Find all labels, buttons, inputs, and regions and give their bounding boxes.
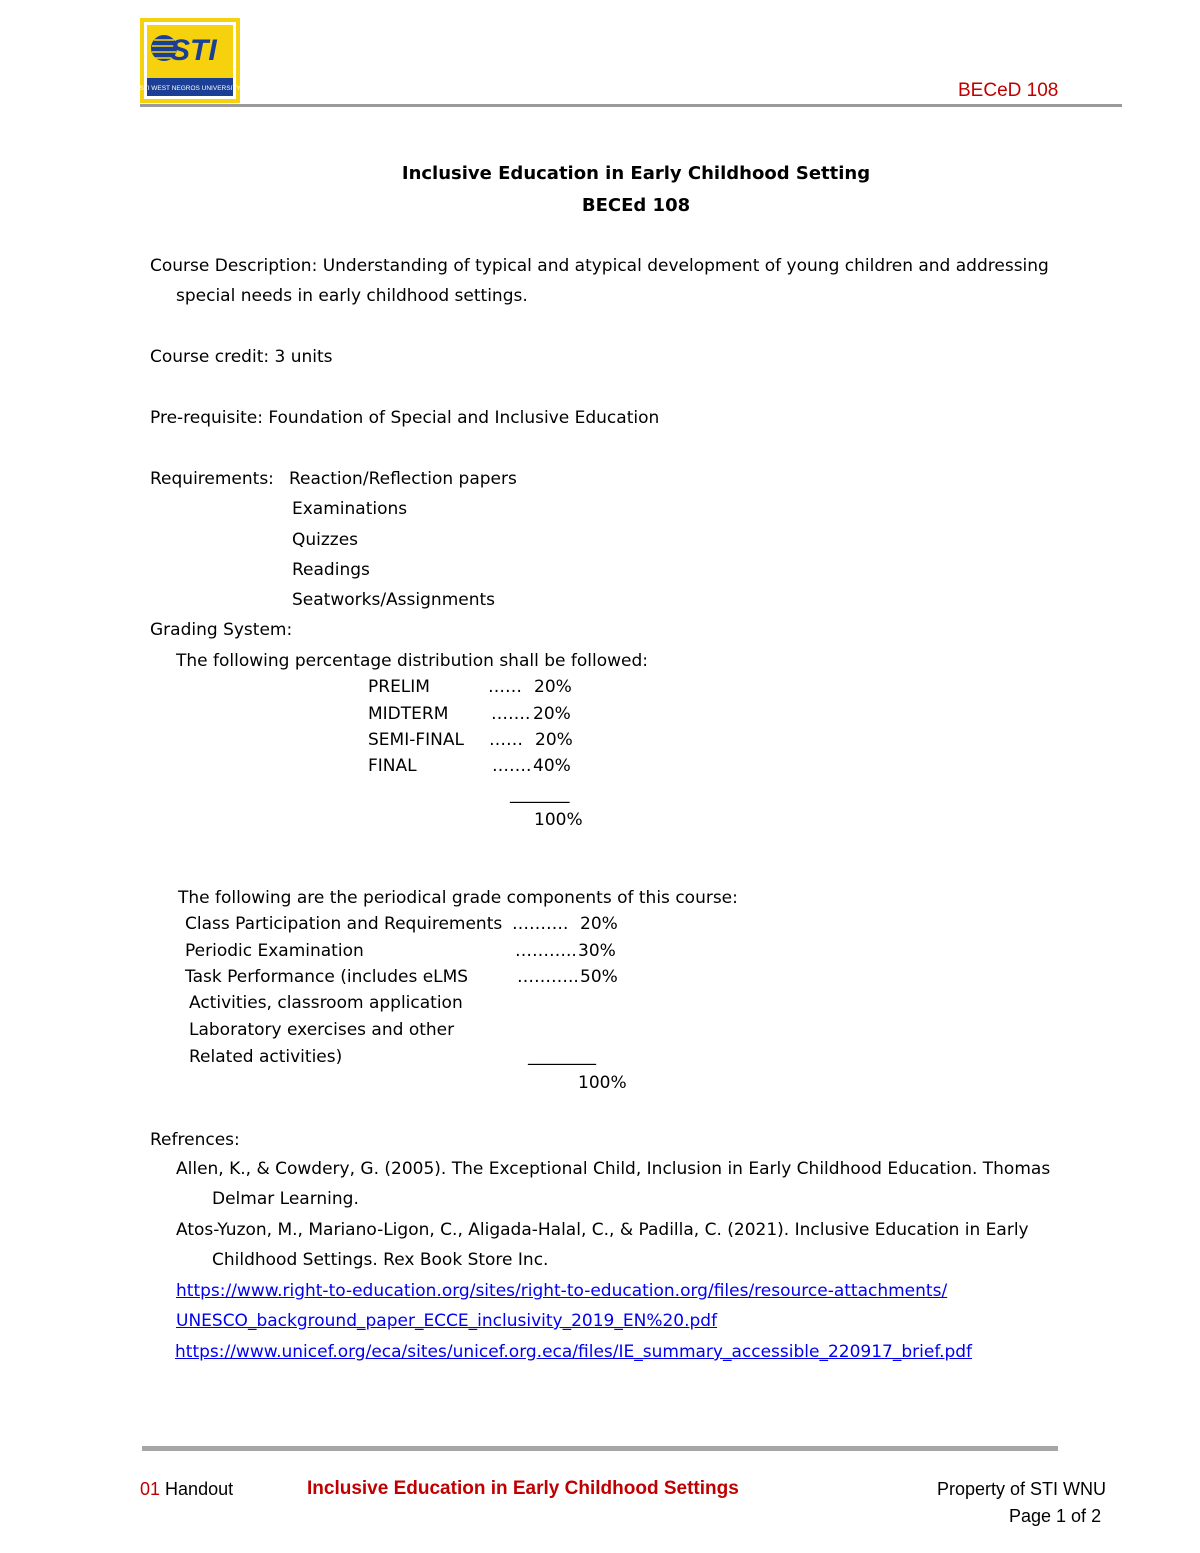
component-extra: Laboratory exercises and other — [189, 1020, 455, 1040]
reference-link[interactable]: UNESCO_background_paper_ECCE_inclusivity_2019_EN%20.pdf — [176, 1311, 718, 1331]
grading-value: 20% — [535, 730, 573, 750]
component-label: Class Participation and Requirements — [185, 914, 503, 934]
grading-term: SEMI-FINAL — [368, 730, 464, 750]
reference-item: Delmar Learning. — [212, 1189, 359, 1209]
reference-item: Atos-Yuzon, M., Mariano-Ligon, C., Aligada-Halal, C., & Padilla, C. (2021). Inclusive Education in Early — [176, 1220, 1029, 1240]
component-value: 50% — [580, 967, 618, 987]
component-label: Task Performance (includes eLMS — [185, 967, 469, 987]
requirement-item: Quizzes — [292, 530, 359, 550]
course-description-line1: Course Description: Understanding of typical and atypical development of young children and addressing — [150, 256, 1049, 276]
document-subtitle: BECEd 108 — [581, 195, 691, 216]
reference-link[interactable]: https://www.right-to-education.org/sites/right-to-education.org/files/resource-attachments/ — [176, 1281, 948, 1301]
grading-dots: ……. — [491, 704, 531, 724]
grading-term: FINAL — [368, 756, 417, 776]
grading-dots: …… — [489, 730, 523, 750]
grading-value: 20% — [533, 704, 571, 724]
header-divider — [140, 104, 1122, 107]
requirements-label: Requirements: — [150, 469, 274, 489]
course-code-header: BECeD 108 — [958, 80, 1059, 101]
footer-number: 01 — [140, 1479, 161, 1499]
component-dots: ……….. — [517, 967, 579, 987]
requirement-item: Reaction/Reflection papers — [289, 469, 517, 489]
component-label: Periodic Examination — [185, 941, 364, 961]
grading-label: Grading System: — [150, 620, 293, 640]
grading-term: MIDTERM — [368, 704, 449, 724]
logo-subtext: STI WEST NEGROS UNIVERSITY — [140, 85, 240, 92]
logo-text: STI — [170, 34, 217, 67]
component-value: 30% — [578, 941, 616, 961]
reference-item: Childhood Settings. Rex Book Store Inc. — [212, 1250, 549, 1270]
footer-property: Property of STI WNU — [937, 1479, 1107, 1499]
document-title: Inclusive Education in Early Childhood Setting — [401, 163, 871, 184]
course-description-line2: special needs in early childhood settings. — [176, 286, 528, 306]
grading-total-line: _______ — [510, 784, 570, 804]
component-dots: ……….. — [515, 941, 577, 961]
footer-title: Inclusive Education in Early Childhood Settings — [307, 1478, 739, 1499]
grading-term: PRELIM — [368, 677, 430, 697]
references-label: Refrences: — [150, 1130, 240, 1150]
grading-dots: ……. — [492, 756, 532, 776]
component-extra: Related activities) — [189, 1047, 343, 1067]
components-intro: The following are the periodical grade components of this course: — [178, 888, 738, 908]
footer-page: Page 1 of 2 — [1009, 1506, 1102, 1526]
grading-value: 20% — [534, 677, 572, 697]
requirement-item: Examinations — [292, 499, 408, 519]
footer-divider — [142, 1446, 1058, 1451]
grading-value: 40% — [533, 756, 571, 776]
footer-handout — [140, 1479, 233, 1500]
grading-dots: …… — [488, 677, 522, 697]
component-value: 20% — [580, 914, 618, 934]
grading-intro: The following percentage distribution shall be followed: — [176, 651, 648, 671]
footer-handout-label: Handout — [165, 1479, 234, 1499]
course-credit: Course credit: 3 units — [150, 347, 333, 367]
requirement-item: Seatworks/Assignments — [292, 590, 496, 610]
component-dots: ………. — [512, 914, 569, 934]
reference-link[interactable]: https://www.unicef.org/eca/sites/unicef.org.eca/files/IE_summary_accessible_220917_brief.pdf — [175, 1342, 973, 1362]
course-prerequisite: Pre-requisite: Foundation of Special and Inclusive Education — [150, 408, 660, 428]
components-total-line: ________ — [528, 1046, 596, 1066]
reference-item: Allen, K., & Cowdery, G. (2005). The Exceptional Child, Inclusion in Early Childhood Education. Thomas — [176, 1159, 1051, 1179]
grading-total: 100% — [534, 810, 583, 830]
component-extra: Activities, classroom application — [189, 993, 463, 1013]
components-total: 100% — [578, 1073, 627, 1093]
requirement-item: Readings — [292, 560, 370, 580]
sti-logo — [140, 18, 240, 103]
